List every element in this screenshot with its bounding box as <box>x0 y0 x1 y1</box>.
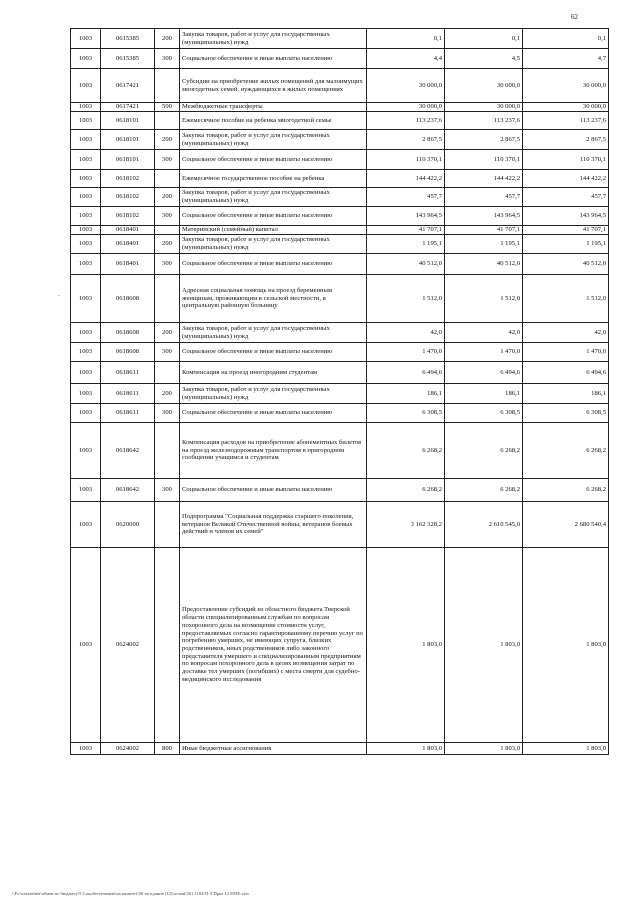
cell-expense-type <box>155 112 180 130</box>
cell-target-code: 0617421 <box>101 69 155 103</box>
cell-description: Закупка товаров, работ и услуг для государственных (муниципальных) нужд <box>180 130 367 150</box>
cell-description: Социальное обеспечение и иные выплаты населению <box>180 49 367 69</box>
cell-section: 1003 <box>71 254 101 275</box>
cell-amount-year2: 1 512,0 <box>445 275 523 323</box>
table-row <box>71 29 609 49</box>
cell-target-code: 0618608 <box>101 275 155 323</box>
cell-amount-year1: 1 512,0 <box>367 275 445 323</box>
cell-expense-type <box>155 423 180 479</box>
cell-amount-year2: 1 195,1 <box>445 235 523 254</box>
cell-target-code: 0618642 <box>101 423 155 479</box>
cell-section: 1003 <box>71 384 101 404</box>
cell-description: Социальное обеспечение и иные выплаты населению <box>180 254 367 275</box>
cell-amount-year2: 457,7 <box>445 188 523 207</box>
cell-description: Ежемесячное государственное пособие на ребенка <box>180 170 367 188</box>
cell-description: Ежемесячное пособие на ребенка многодетной семье <box>180 112 367 130</box>
cell-amount-year2: 144 422,2 <box>445 170 523 188</box>
table-row <box>71 235 609 254</box>
cell-description: Материнский (семейный) капитал <box>180 226 367 235</box>
cell-amount-year1: 42,0 <box>367 323 445 343</box>
cell-amount-year1: 110 370,1 <box>367 150 445 170</box>
cell-amount-year3: 1 470,0 <box>523 343 609 362</box>
cell-amount-year1: 1 803,0 <box>367 548 445 743</box>
cell-amount-year3: 30 000,0 <box>523 69 609 103</box>
cell-amount-year2: 113 237,6 <box>445 112 523 130</box>
cell-target-code: 0624002 <box>101 548 155 743</box>
cell-amount-year2: 2 610 545,0 <box>445 502 523 548</box>
cell-amount-year2: 4,5 <box>445 49 523 69</box>
cell-description: Компенсация на проезд иногородним студентам <box>180 362 367 384</box>
table-row <box>71 362 609 384</box>
cell-section: 1003 <box>71 362 101 384</box>
cell-section: 1003 <box>71 69 101 103</box>
cell-description: Социальное обеспечение и иные выплаты населению <box>180 343 367 362</box>
cell-target-code: 0618101 <box>101 130 155 150</box>
cell-expense-type: 200 <box>155 29 180 49</box>
cell-target-code: 0618102 <box>101 188 155 207</box>
cell-expense-type: 300 <box>155 207 180 226</box>
cell-section: 1003 <box>71 479 101 502</box>
cell-target-code: 0618608 <box>101 323 155 343</box>
table-row <box>71 226 609 235</box>
table-row <box>71 323 609 343</box>
cell-amount-year2: 6 494,6 <box>445 362 523 384</box>
table-row <box>71 150 609 170</box>
cell-amount-year2: 40 512,0 <box>445 254 523 275</box>
cell-section: 1003 <box>71 103 101 112</box>
table-row <box>71 343 609 362</box>
cell-expense-type: 800 <box>155 743 180 755</box>
cell-amount-year3: 2 867,5 <box>523 130 609 150</box>
cell-amount-year2: 41 707,1 <box>445 226 523 235</box>
cell-target-code: 0618401 <box>101 235 155 254</box>
cell-amount-year2: 1 803,0 <box>445 743 523 755</box>
cell-amount-year3: 2 680 540,4 <box>523 502 609 548</box>
cell-amount-year1: 2 867,5 <box>367 130 445 150</box>
cell-target-code: 0618101 <box>101 112 155 130</box>
cell-amount-year1: 4,4 <box>367 49 445 69</box>
cell-expense-type <box>155 502 180 548</box>
table-row <box>71 254 609 275</box>
cell-amount-year2: 6 268,2 <box>445 479 523 502</box>
cell-amount-year3: 6 308,5 <box>523 404 609 423</box>
cell-target-code: 0618401 <box>101 254 155 275</box>
cell-amount-year3: 6 268,2 <box>523 479 609 502</box>
cell-expense-type: 200 <box>155 384 180 404</box>
cell-description: Закупка товаров, работ и услуг для государственных (муниципальных) нужд <box>180 323 367 343</box>
cell-target-code: 0618611 <box>101 362 155 384</box>
cell-description: Социальное обеспечение и иные выплаты населению <box>180 479 367 502</box>
cell-section: 1003 <box>71 150 101 170</box>
cell-section: 1003 <box>71 112 101 130</box>
cell-amount-year3: 1 195,1 <box>523 235 609 254</box>
cell-amount-year2: 186,1 <box>445 384 523 404</box>
cell-expense-type: 500 <box>155 103 180 112</box>
cell-description: Закупка товаров, работ и услуг для государственных (муниципальных) нужд <box>180 188 367 207</box>
cell-target-code: 0615385 <box>101 49 155 69</box>
cell-amount-year1: 30 000,0 <box>367 69 445 103</box>
cell-expense-type <box>155 275 180 323</box>
cell-description: Подпрограмма "Социальная поддержка старшего поколения, ветеранов Великой Отечественной войны, ветеранов боевых действий и членов их семей" <box>180 502 367 548</box>
cell-target-code: 0618642 <box>101 479 155 502</box>
budget-table <box>70 28 609 755</box>
cell-amount-year2: 6 308,5 <box>445 404 523 423</box>
cell-expense-type: 300 <box>155 343 180 362</box>
cell-expense-type <box>155 548 180 743</box>
table-row <box>71 404 609 423</box>
cell-amount-year1: 1 195,1 <box>367 235 445 254</box>
cell-section: 1003 <box>71 29 101 49</box>
cell-target-code: 0618102 <box>101 207 155 226</box>
cell-description: Закупка товаров, работ и услуг для государственных (муниципальных) нужд <box>180 384 367 404</box>
cell-target-code: 0624002 <box>101 743 155 755</box>
cell-amount-year3: 40 512,0 <box>523 254 609 275</box>
cell-amount-year1: 6 268,2 <box>367 423 445 479</box>
table-row <box>71 49 609 69</box>
table-row <box>71 207 609 226</box>
cell-amount-year1: 3 162 328,2 <box>367 502 445 548</box>
cell-amount-year3: 41 707,1 <box>523 226 609 235</box>
cell-amount-year3: 1 803,0 <box>523 548 609 743</box>
cell-amount-year3: 186,1 <box>523 384 609 404</box>
cell-amount-year1: 186,1 <box>367 384 445 404</box>
cell-description: Межбюджетные трансферты <box>180 103 367 112</box>
cell-amount-year3: 457,7 <box>523 188 609 207</box>
cell-description: Иные бюджетные ассигнования <box>180 743 367 755</box>
table-row <box>71 479 609 502</box>
cell-amount-year1: 6 268,2 <box>367 479 445 502</box>
cell-section: 1003 <box>71 235 101 254</box>
cell-section: 1003 <box>71 323 101 343</box>
cell-amount-year2: 2 867,5 <box>445 130 523 150</box>
cell-expense-type: 300 <box>155 404 180 423</box>
cell-description: Закупка товаров, работ и услуг для государственных (муниципальных) нужд <box>180 235 367 254</box>
table-row <box>71 130 609 150</box>
cell-expense-type: 200 <box>155 188 180 207</box>
cell-description: Социальное обеспечение и иные выплаты населению <box>180 150 367 170</box>
cell-amount-year3: 30 000,0 <box>523 103 609 112</box>
table-row <box>71 275 609 323</box>
cell-target-code: 0618611 <box>101 404 155 423</box>
cell-target-code: 0618102 <box>101 170 155 188</box>
cell-amount-year1: 1 803,0 <box>367 743 445 755</box>
cell-amount-year3: 0,1 <box>523 29 609 49</box>
cell-expense-type <box>155 226 180 235</box>
cell-target-code: 0617421 <box>101 103 155 112</box>
cell-amount-year3: 42,0 <box>523 323 609 343</box>
cell-amount-year1: 6 308,5 <box>367 404 445 423</box>
cell-section: 1003 <box>71 502 101 548</box>
cell-section: 1003 <box>71 548 101 743</box>
table-row <box>71 502 609 548</box>
cell-description: Адресная социальная помощь на проезд беременным женщинам, проживающим в сельской местности, в центральную районную больницу <box>180 275 367 323</box>
cell-target-code: 0618611 <box>101 384 155 404</box>
cell-target-code: 0618101 <box>101 150 155 170</box>
cell-description: Компенсация расходов на приобретение абонементных билетов на проезд железнодорожным транспортом в пригородном сообщении учащимся и студентам <box>180 423 367 479</box>
cell-amount-year2: 0,1 <box>445 29 523 49</box>
cell-amount-year1: 1 470,0 <box>367 343 445 362</box>
cell-amount-year3: 4,7 <box>523 49 609 69</box>
cell-amount-year3: 6 494,6 <box>523 362 609 384</box>
cell-amount-year2: 1 470,0 <box>445 343 523 362</box>
cell-amount-year1: 40 512,0 <box>367 254 445 275</box>
table-row <box>71 423 609 479</box>
table-row <box>71 170 609 188</box>
table-row <box>71 384 609 404</box>
cell-expense-type: 300 <box>155 49 180 69</box>
cell-target-code: 0620000 <box>101 502 155 548</box>
cell-amount-year2: 143 964,5 <box>445 207 523 226</box>
cell-amount-year1: 113 237,6 <box>367 112 445 130</box>
cell-expense-type: 300 <box>155 479 180 502</box>
cell-amount-year2: 42,0 <box>445 323 523 343</box>
cell-section: 1003 <box>71 49 101 69</box>
cell-amount-year3: 6 268,2 <box>523 423 609 479</box>
cell-description: Социальное обеспечение и иные выплаты населению <box>180 207 367 226</box>
cell-amount-year2: 1 803,0 <box>445 548 523 743</box>
cell-section: 1003 <box>71 188 101 207</box>
cell-description: Предоставление субсидий из областного бюджета Тверской области специализированным службам по вопросам похоронного дела на возмещение стоимости услуг, предоставляемых согласно гарантированному перечню услуг по погребению умерших, не имеющих супруга, близких родственников, иных родственников либо законного представителя умершего и специализированным предприятиям по вопросам похоронного дела в целях возмещения затрат по доставке тел умерших (погибших) с места смерти для судебно-медицинского исследования <box>180 548 367 743</box>
cell-amount-year1: 144 422,2 <box>367 170 445 188</box>
cell-expense-type <box>155 170 180 188</box>
cell-amount-year2: 110 370,1 <box>445 150 523 170</box>
cell-target-code: 0618401 <box>101 226 155 235</box>
cell-section: 1003 <box>71 170 101 188</box>
cell-expense-type: 200 <box>155 323 180 343</box>
cell-expense-type <box>155 69 180 103</box>
cell-amount-year3: 144 422,2 <box>523 170 609 188</box>
cell-expense-type: 200 <box>155 235 180 254</box>
cell-amount-year1: 41 707,1 <box>367 226 445 235</box>
cell-expense-type: 300 <box>155 150 180 170</box>
cell-amount-year1: 6 494,6 <box>367 362 445 384</box>
cell-section: 1003 <box>71 743 101 755</box>
cell-amount-year1: 0,1 <box>367 29 445 49</box>
table-row <box>71 103 609 112</box>
cell-section: 1003 <box>71 423 101 479</box>
cell-amount-year1: 457,7 <box>367 188 445 207</box>
cell-expense-type <box>155 362 180 384</box>
cell-amount-year2: 6 268,2 <box>445 423 523 479</box>
cell-amount-year1: 143 964,5 <box>367 207 445 226</box>
cell-section: 1003 <box>71 404 101 423</box>
cell-amount-year3: 113 237,6 <box>523 112 609 130</box>
cell-amount-year3: 143 964,5 <box>523 207 609 226</box>
cell-amount-year3: 1 512,0 <box>523 275 609 323</box>
cell-section: 1003 <box>71 275 101 323</box>
cell-amount-year3: 110 370,1 <box>523 150 609 170</box>
cell-amount-year2: 30 000,0 <box>445 103 523 112</box>
cell-expense-type: 200 <box>155 130 180 150</box>
table-row <box>71 188 609 207</box>
table-row <box>71 69 609 103</box>
table-row <box>71 548 609 743</box>
cell-amount-year3: 1 803,0 <box>523 743 609 755</box>
cell-section: 1003 <box>71 226 101 235</box>
table-row <box>71 112 609 130</box>
cell-expense-type: 300 <box>155 254 180 275</box>
cell-description: Субсидии на приобретение жилых помещений для малоимущих многодетных семей, нуждающихся в жилых помещениях <box>180 69 367 103</box>
page-number: 62 <box>571 13 578 21</box>
cell-amount-year2: 30 000,0 <box>445 69 523 103</box>
cell-description: Закупка товаров, работ и услуг для государственных (муниципальных) нужд <box>180 29 367 49</box>
cell-section: 1003 <box>71 343 101 362</box>
cell-amount-year1: 30 000,0 <box>367 103 445 112</box>
cell-target-code: 0615385 <box>101 29 155 49</box>
margin-mark: - <box>58 293 60 299</box>
file-path-footer: \\Fs-sotszashita\обмен по бюджету\5 Соцобеспечение\на комитет\50 заседание (12)\отзыв\501 1184-П-5\Приз 12 РЛИ\.xlsx <box>12 891 249 896</box>
cell-description: Социальное обеспечение и иные выплаты населению <box>180 404 367 423</box>
cell-section: 1003 <box>71 207 101 226</box>
cell-section: 1003 <box>71 130 101 150</box>
cell-target-code: 0618608 <box>101 343 155 362</box>
table-row <box>71 743 609 755</box>
